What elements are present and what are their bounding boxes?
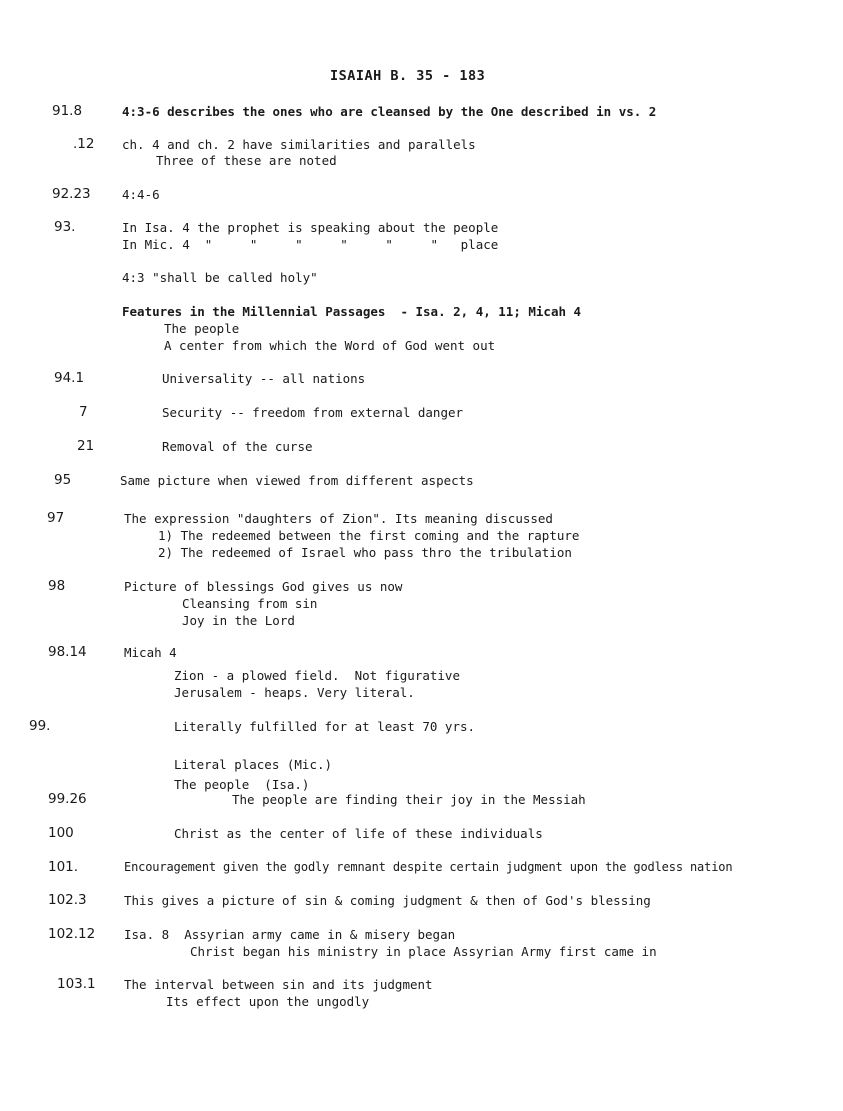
note-line: Christ as the center of life of these individuals — [174, 826, 543, 841]
note-line: In Isa. 4 the prophet is speaking about the people — [122, 220, 499, 235]
note-line: 4:3-6 describes the ones who are cleansed by the One described in vs. 2 — [122, 104, 657, 119]
note-line: 4:4-6 — [122, 187, 160, 202]
note-line: ch. 4 and ch. 2 have similarities and parallels — [122, 137, 476, 152]
note-line: Picture of blessings God gives us now — [124, 579, 403, 594]
note-line: Removal of the curse — [162, 439, 313, 454]
note-line: In Mic. 4 " " " " " " place — [122, 237, 499, 252]
note-line: Security -- freedom from external danger — [162, 405, 464, 420]
note-line: Features in the Millennial Passages - Isa. 2, 4, 11; Micah 4 — [122, 304, 582, 319]
page-reference: 95 — [54, 472, 72, 488]
note-line: The people (Isa.) — [174, 777, 310, 792]
note-line: Joy in the Lord — [182, 613, 295, 628]
page-reference: 103.1 — [57, 976, 96, 992]
note-line: This gives a picture of sin & coming judgment & then of God's blessing — [124, 893, 651, 908]
page-reference: 92.23 — [52, 186, 91, 202]
note-line: A center from which the Word of God went out — [164, 338, 496, 353]
page-reference: 7 — [79, 404, 88, 420]
page-reference: 98 — [48, 578, 66, 594]
page-reference: 21 — [77, 438, 95, 454]
page-reference: 102.12 — [48, 926, 96, 942]
note-line: 4:3 "shall be called holy" — [122, 270, 318, 285]
note-line: Same picture when viewed from different aspects — [120, 473, 474, 488]
note-line: Zion - a plowed field. Not figurative — [174, 668, 460, 683]
note-line: Literally fulfilled for at least 70 yrs. — [174, 719, 476, 734]
note-line: Cleansing from sin — [182, 596, 318, 611]
note-line: Isa. 8 Assyrian army came in & misery began — [124, 927, 456, 942]
note-line: 2) The redeemed of Israel who pass thro the tribulation — [158, 545, 572, 560]
page-reference: 100 — [48, 825, 74, 841]
page-reference: 99. — [29, 718, 51, 734]
page-reference: 93. — [54, 219, 76, 235]
page-reference: 101. — [48, 859, 79, 875]
note-line: Encouragement given the godly remnant despite certain judgment upon the godless nation — [124, 860, 733, 874]
note-line: Literal places (Mic.) — [174, 757, 333, 772]
page-reference: 94.1 — [54, 370, 85, 386]
note-line: Three of these are noted — [156, 153, 337, 168]
page-reference: 102.3 — [48, 892, 87, 908]
note-line: The people are finding their joy in the Messiah — [232, 792, 586, 807]
note-line: The expression "daughters of Zion". Its meaning discussed — [124, 511, 553, 526]
note-line: The interval between sin and its judgment — [124, 977, 433, 992]
note-line: Universality -- all nations — [162, 371, 366, 386]
note-line: Jerusalem - heaps. Very literal. — [174, 685, 415, 700]
note-line: Micah 4 — [124, 645, 177, 660]
note-line: Its effect upon the ungodly — [166, 994, 370, 1009]
note-line: Christ began his ministry in place Assyrian Army first came in — [190, 944, 657, 959]
page-reference: .12 — [73, 136, 95, 152]
note-line: 1) The redeemed between the first coming and the rapture — [158, 528, 580, 543]
page-reference: 98.14 — [48, 644, 87, 660]
page-title: ISAIAH B. 35 - 183 — [330, 68, 486, 84]
page-reference: 91.8 — [52, 103, 83, 119]
page-reference: 97 — [47, 510, 65, 526]
page-reference: 99.26 — [48, 791, 87, 807]
note-line: The people — [164, 321, 240, 336]
